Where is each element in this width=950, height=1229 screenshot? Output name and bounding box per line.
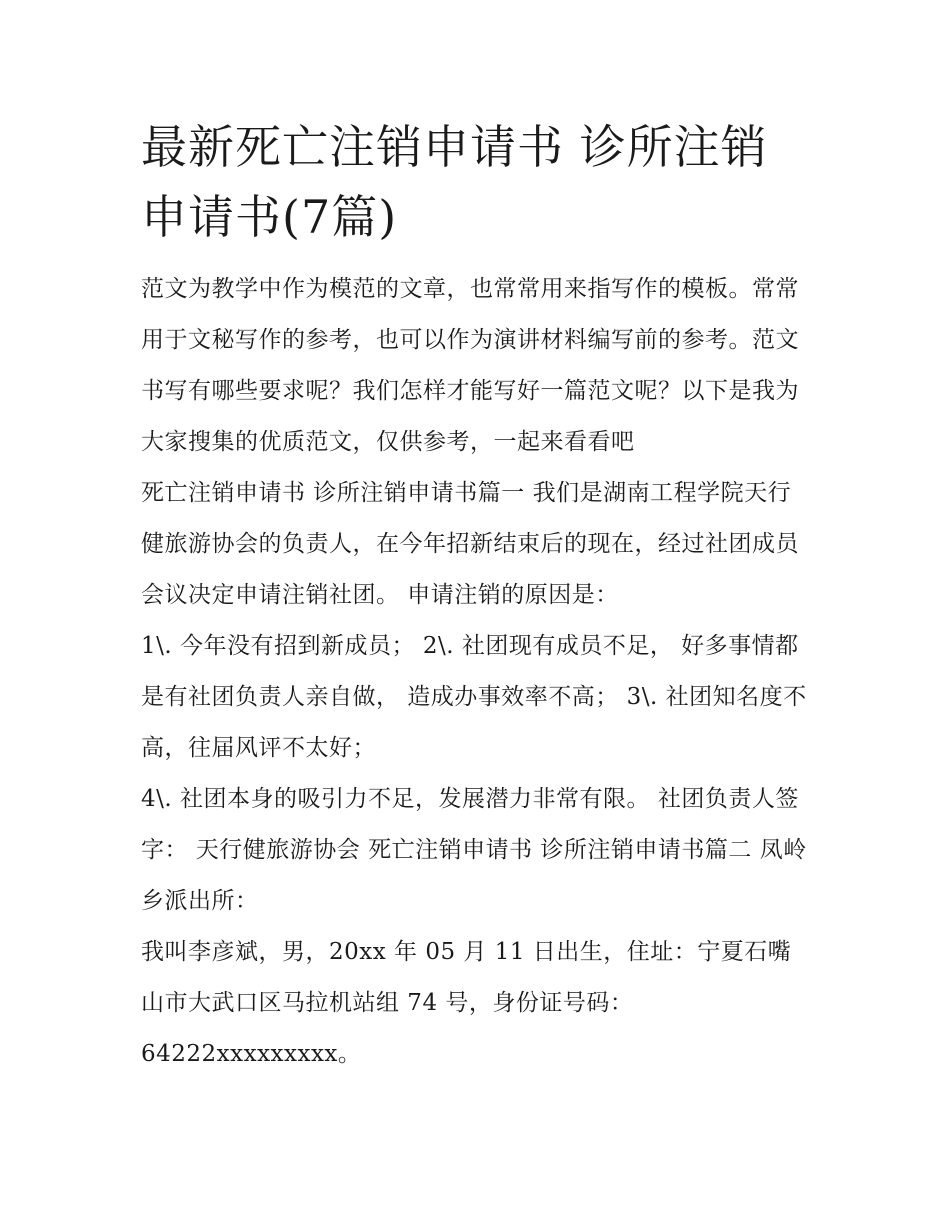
paragraph-1: 死亡注销申请书 诊所注销申请书篇一 我们是湖南工程学院天行健旅游协会的负责人，在今年招新结束后的现在，经过社团成员会议决定申请注销社团。 申请注销的原因是： <box>141 480 799 608</box>
paragraph-4: 我叫李彦斌，男，20xx 年 05 月 11 日出生，住址：宁夏石嘴山市大武口区马拉机站组 74 号，身份证号码： <box>141 939 792 1016</box>
document-body <box>141 264 813 1080</box>
paragraph-3: 4\. 社团本身的吸引力不足，发展潜力非常有限。 社团负责人签字： 天行健旅游协会 死亡注销申请书 诊所注销申请书篇二 凤岭乡派出所： <box>141 786 807 914</box>
paragraph-5: 64222xxxxxxxxx。 <box>141 1041 362 1067</box>
document-page <box>141 112 813 1080</box>
paragraph-2: 1\. 今年没有招到新成员； 2\. 社团现有成员不足， 好多事情都是有社团负责人亲自做， 造成办事效率不高； 3\. 社团知名度不高，往届风评不太好； <box>141 633 807 761</box>
paragraph-intro: 范文为教学中作为模范的文章，也常常用来指写作的模板。常常用于文秘写作的参考，也可以作为演讲材料编写前的参考。范文书写有哪些要求呢？我们怎样才能写好一篇范文呢？以下是我为大家搜集的优质范文，仅供参考，一起来看看吧 <box>141 276 799 455</box>
document-title: 最新死亡注销申请书 诊所注销申请书(7篇) <box>141 120 768 244</box>
